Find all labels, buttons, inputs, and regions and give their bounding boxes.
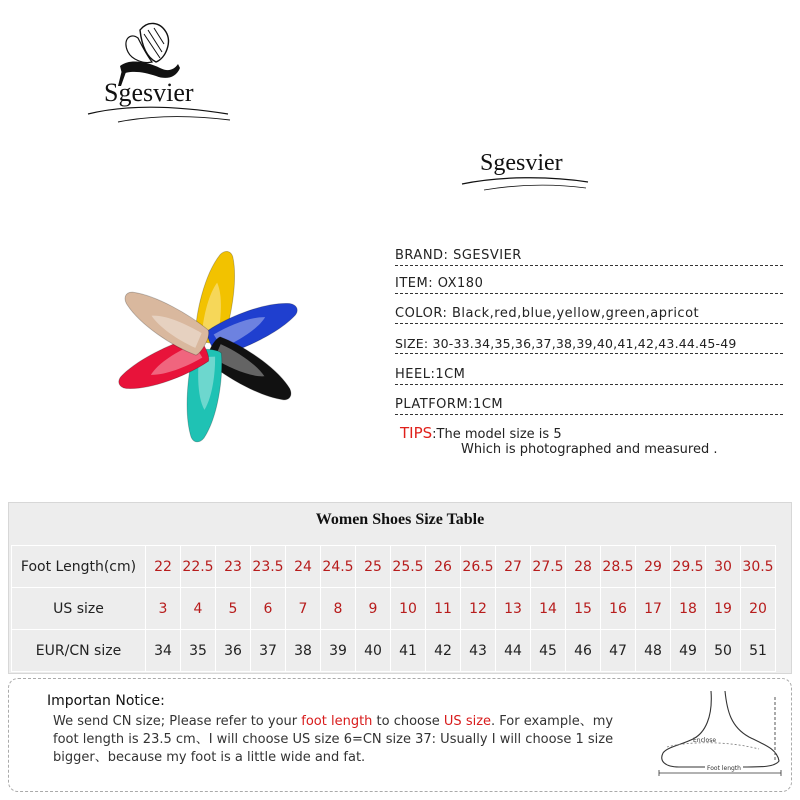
size-cell: 37 [251, 630, 286, 672]
size-cell: 25.5 [391, 546, 426, 588]
size-cell: 6 [251, 588, 286, 630]
size-cell: 22 [146, 546, 181, 588]
size-cell: 46 [566, 630, 601, 672]
size-row-eur-cn-size [12, 630, 776, 672]
notice-highlight-foot-length: foot length [301, 714, 373, 729]
size-row-label: US size [12, 588, 146, 630]
size-cell: 42 [426, 630, 461, 672]
size-cell: 26.5 [461, 546, 496, 588]
size-cell: 28.5 [601, 546, 636, 588]
spec-color: COLOR: Black,red,blue,yellow,green,apricot [395, 306, 783, 324]
size-cell: 22.5 [181, 546, 216, 588]
brand-logo-center-text: Sgesvier [480, 150, 563, 176]
notice-text-3: . For example、my foot length is 23.5 cm、I will choose US size 6=CN size 37: Usually I will choose 1 size bigger、because my foot is a little wide and fat. [53, 714, 614, 765]
size-cell: 5 [216, 588, 251, 630]
size-cell: 38 [286, 630, 321, 672]
tips [400, 424, 717, 457]
size-cell: 34 [146, 630, 181, 672]
size-cell: 47 [601, 630, 636, 672]
size-cell: 7 [286, 588, 321, 630]
size-cell: 27 [496, 546, 531, 588]
tips-line1: :The model size is 5 [432, 427, 562, 442]
size-row-label: Foot Length(cm) [12, 546, 146, 588]
size-cell: 43 [461, 630, 496, 672]
brand-logo-text: Sgesvier [104, 78, 194, 107]
size-cell: 44 [496, 630, 531, 672]
tips-label: TIPS [400, 424, 433, 442]
size-cell: 14 [531, 588, 566, 630]
brand-logo-center [460, 150, 590, 200]
notice-text-2: to choose [372, 714, 444, 729]
size-cell: 18 [671, 588, 706, 630]
notice-highlight-us-size: US size [443, 714, 492, 729]
size-cell: 25 [356, 546, 391, 588]
spec-item: ITEM: OX180 [395, 276, 783, 294]
notice-body [53, 713, 633, 767]
notice-title: Importan Notice: [47, 693, 165, 709]
size-cell: 49 [671, 630, 706, 672]
size-cell: 3 [146, 588, 181, 630]
notice-box [8, 678, 792, 792]
size-row-foot-length [12, 546, 776, 588]
size-cell: 4 [181, 588, 216, 630]
size-cell: 17 [636, 588, 671, 630]
size-cell: 28 [566, 546, 601, 588]
size-cell: 36 [216, 630, 251, 672]
foot-diagram [649, 687, 789, 783]
size-cell: 48 [636, 630, 671, 672]
size-cell: 29 [636, 546, 671, 588]
size-cell: 51 [741, 630, 776, 672]
size-cell: 30.5 [741, 546, 776, 588]
tips-line2: Which is photographed and measured . [461, 442, 718, 457]
size-cell: 11 [426, 588, 461, 630]
size-cell: 40 [356, 630, 391, 672]
foot-diagram-length-label: Foot length [707, 765, 741, 772]
size-cell: 27.5 [531, 546, 566, 588]
size-cell: 35 [181, 630, 216, 672]
size-cell: 13 [496, 588, 531, 630]
size-cell: 20 [741, 588, 776, 630]
size-cell: 23.5 [251, 546, 286, 588]
size-cell: 24.5 [321, 546, 356, 588]
size-cell: 23 [216, 546, 251, 588]
size-cell: 30 [706, 546, 741, 588]
size-table-grid [11, 545, 776, 672]
spec-platform: PLATFORM:1CM [395, 397, 783, 415]
size-table-title: Women Shoes Size Table [315, 511, 485, 528]
butterfly-heel-icon [78, 18, 238, 128]
size-row-label: EUR/CN size [12, 630, 146, 672]
size-row-us-size [12, 588, 776, 630]
size-cell: 26 [426, 546, 461, 588]
product-image [110, 246, 305, 451]
size-cell: 29.5 [671, 546, 706, 588]
swoosh-icon [460, 150, 590, 200]
notice-text-1: We send CN size; Please refer to your [53, 714, 302, 729]
size-cell: 39 [321, 630, 356, 672]
size-cell: 10 [391, 588, 426, 630]
size-cell: 19 [706, 588, 741, 630]
size-cell: 24 [286, 546, 321, 588]
size-cell: 50 [706, 630, 741, 672]
size-cell: 16 [601, 588, 636, 630]
size-cell: 45 [531, 630, 566, 672]
size-cell: 15 [566, 588, 601, 630]
brand-logo [78, 18, 238, 128]
size-cell: 9 [356, 588, 391, 630]
spec-brand: BRAND: SGESVIER [395, 248, 783, 266]
foot-diagram-enclose-label: Enclose [693, 737, 717, 744]
size-cell: 8 [321, 588, 356, 630]
size-cell: 41 [391, 630, 426, 672]
size-table [8, 502, 792, 674]
spec-heel: HEEL:1CM [395, 367, 783, 385]
size-cell: 12 [461, 588, 496, 630]
spec-size: SIZE: 30-33.34,35,36,37,38,39,40,41,42,43.44.45-49 [395, 336, 783, 354]
shoe-pinwheel-icon [110, 246, 305, 451]
